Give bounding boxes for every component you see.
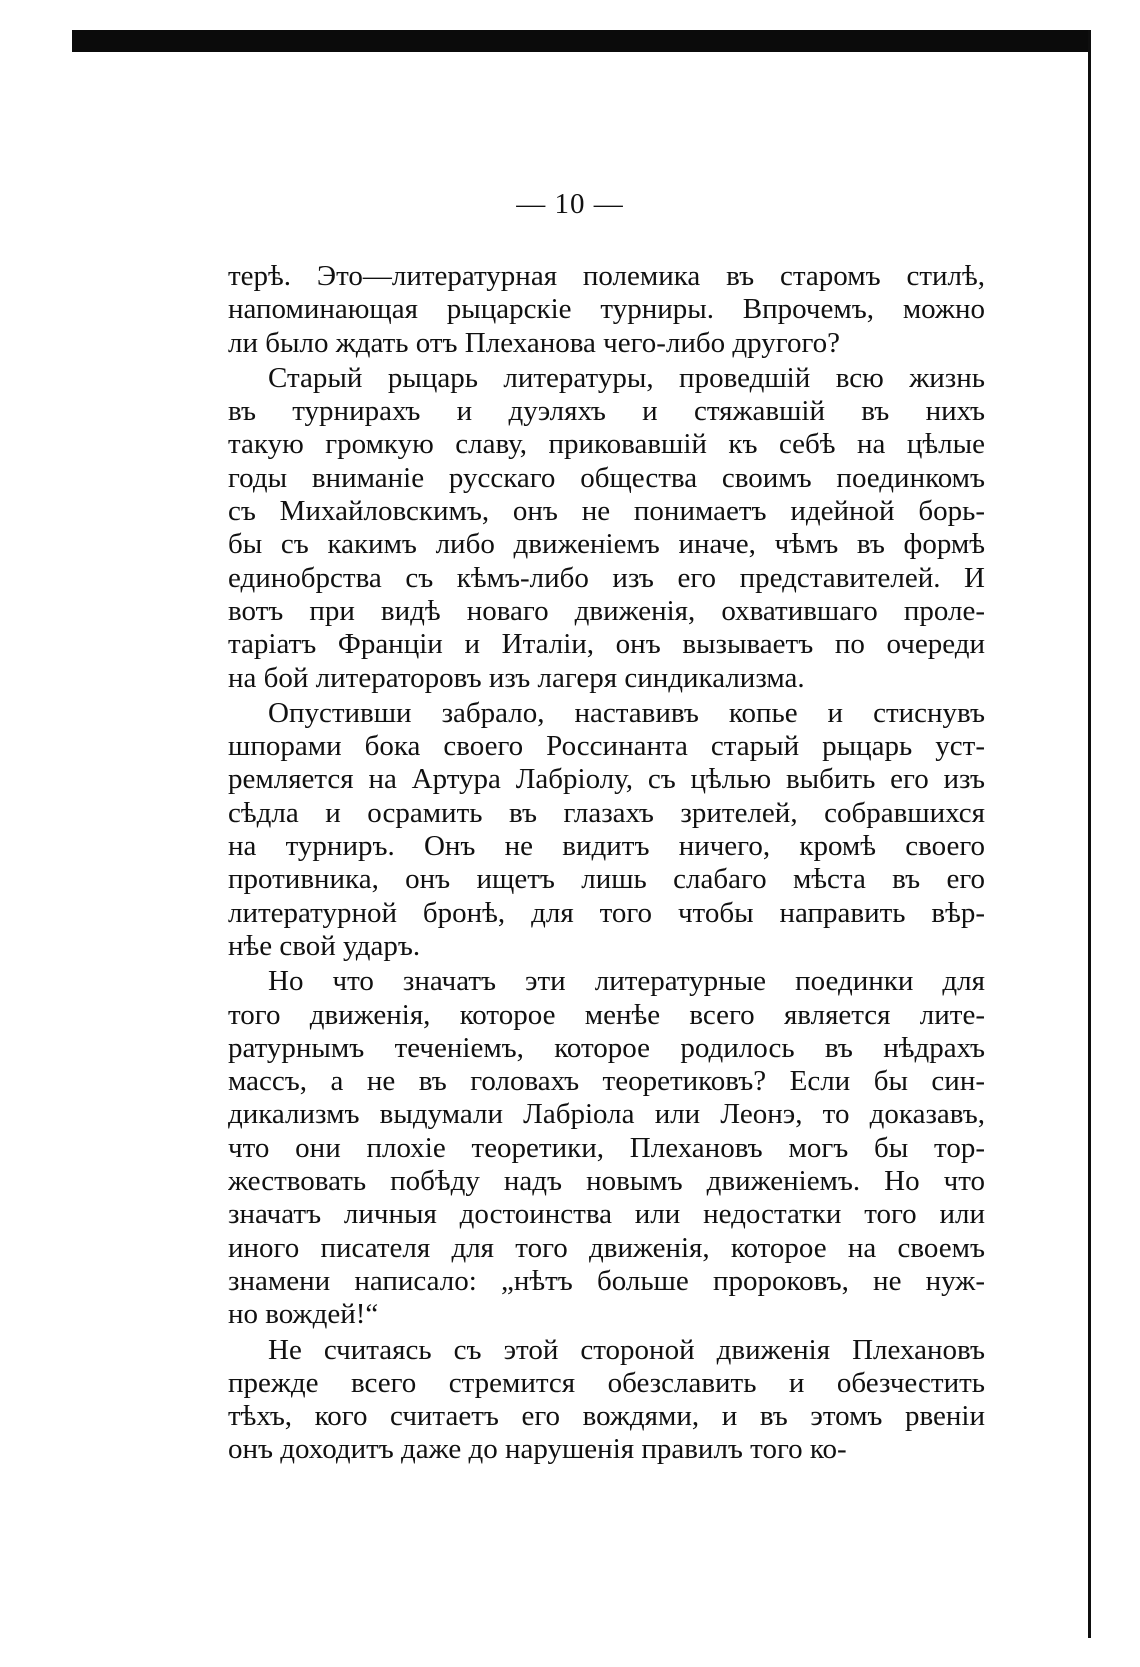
paragraph — [228, 1334, 985, 1467]
top-border-rule — [72, 30, 1088, 52]
text-line: того движенія, которое менѣе всего является лите- — [228, 998, 985, 1031]
text-line: на бой литераторовъ изъ лагеря синдикализма. — [228, 661, 805, 694]
body-text — [228, 260, 985, 1467]
text-line: прежде всего стремится обезславить и обезчестить — [228, 1366, 985, 1399]
text-line: иного писателя для того движенія, которое на своемъ — [228, 1231, 985, 1264]
text-line: знамени написало: „нѣтъ больше пророковъ, не нуж- — [228, 1264, 985, 1297]
text-line: нѣе свой ударъ. — [228, 929, 421, 962]
text-line: годы вниманіе русскаго общества своимъ поединкомъ — [228, 461, 985, 494]
text-line: противника, онъ ищетъ лишь слабаго мѣста въ его — [228, 863, 985, 896]
text-line: ратурнымъ теченіемъ, которое родилось въ нѣдрахъ — [228, 1031, 985, 1064]
text-line: шпорами бока своего Россинанта старый рыцарь уст- — [228, 730, 985, 763]
paragraph — [228, 260, 985, 360]
page-number: — 10 — — [516, 188, 624, 220]
text-line: значатъ личныя достоинства или недостатки того или — [228, 1198, 985, 1231]
text-line: Но что значатъ эти литературные поединки для — [268, 965, 985, 998]
text-line: что они плохіе теоретики, Плехановъ могъ бы тор- — [228, 1131, 985, 1164]
text-line: сѣдла и осрамить въ глазахъ зрителей, собравшихся — [228, 796, 985, 829]
text-line: таріатъ Франціи и Италіи, онъ вызываетъ по очереди — [228, 628, 985, 661]
text-line: тѣхъ, кого считаетъ его вождями, и въ этомъ рвеніи — [228, 1400, 985, 1433]
text-line: Старый рыцарь литературы, проведшій всю жизнь — [268, 361, 985, 394]
text-line: на турниръ. Онъ не видитъ ничего, кромѣ своего — [228, 830, 985, 863]
paragraph — [228, 965, 985, 1331]
text-line: Опустивши забрало, наставивъ копье и стиснувъ — [268, 696, 985, 729]
text-line: онъ доходитъ даже до нарушенія правилъ того ко- — [228, 1433, 847, 1466]
right-border-rule — [1088, 30, 1091, 1638]
text-line: бы съ какимъ либо движеніемъ иначе, чѣмъ въ формѣ — [228, 528, 985, 561]
text-line: терѣ. Это—литературная полемика въ старомъ стилѣ, — [228, 260, 985, 292]
text-line: напоминающая рыцарскіе турниры. Впрочемъ, можно — [228, 293, 985, 326]
text-line: Не считаясь съ этой стороной движенія Плехановъ — [268, 1333, 985, 1366]
text-line: такую громкую славу, приковавшій къ себѣ на цѣлые — [228, 428, 985, 461]
text-line: съ Михайловскимъ, онъ не понимаетъ идейной борь- — [228, 495, 985, 528]
text-line: вотъ при видѣ новаго движенія, охватившаго проле- — [228, 594, 985, 627]
text-line: жествовать побѣду надъ новымъ движеніемъ. Но что — [228, 1165, 985, 1198]
text-line: единобрства съ кѣмъ-либо изъ его представителей. И — [228, 561, 985, 594]
text-line: ремляется на Артура Лабріолу, съ цѣлью выбить его изъ — [228, 763, 985, 796]
text-line: литературной бронѣ, для того чтобы направить вѣр- — [228, 896, 985, 929]
text-line: дикализмъ выдумали Лабріола или Леонэ, то доказавъ, — [228, 1098, 985, 1131]
paragraph — [228, 697, 985, 963]
paragraph — [228, 362, 985, 695]
text-line: массъ, а не въ головахъ теоретиковъ? Если бы син- — [228, 1065, 985, 1098]
text-line: ли было ждать отъ Плеханова чего-либо другого? — [228, 326, 841, 359]
text-line: но вождей!“ — [228, 1298, 379, 1331]
text-line: въ турнирахъ и дуэляхъ и стяжавшій въ нихъ — [228, 395, 985, 428]
